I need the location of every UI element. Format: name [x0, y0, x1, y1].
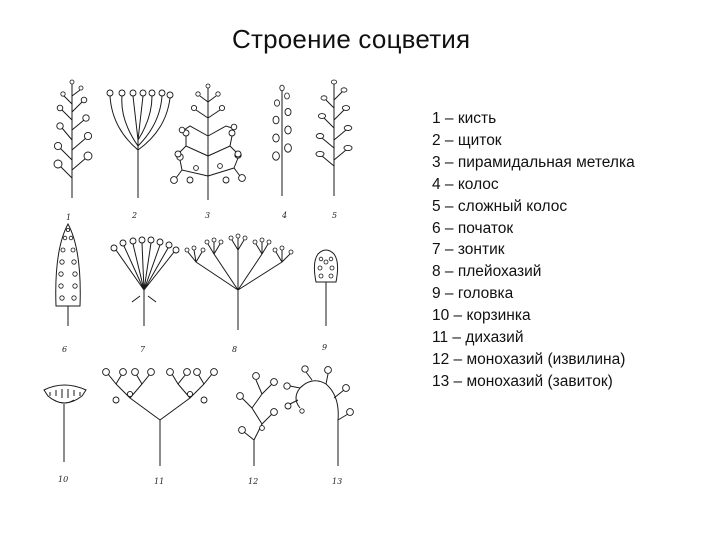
diagram-umbel — [111, 237, 179, 326]
diagram-monochasium-sinuous — [237, 373, 278, 466]
legend-item-1: 1 – кисть — [432, 110, 497, 127]
figure-number-6: 6 — [62, 345, 68, 354]
figure-number-4: 4 — [282, 211, 288, 220]
diagram-monochasium-helicoid — [284, 366, 354, 466]
diagram-pleiochasium — [185, 234, 293, 330]
diagram-corymb — [107, 90, 173, 198]
legend-item-11: 11 – дихазий — [432, 329, 524, 347]
figure-number-7: 7 — [140, 345, 146, 354]
diagram-head — [314, 250, 337, 326]
legend-item-4: 4 – колос — [432, 175, 499, 193]
figure-number-5: 5 — [332, 211, 338, 220]
diagram-panicle — [171, 84, 246, 200]
legend-item-7: 7 – зонтик — [432, 241, 505, 259]
figure-number-12: 12 — [248, 477, 259, 486]
figure-number-9: 9 — [322, 343, 328, 352]
diagram-compound-spike — [316, 80, 352, 196]
figure-number-10: 10 — [58, 475, 69, 484]
legend-item-8: 8 – плейохазий — [432, 263, 542, 281]
diagram-capitulum — [44, 385, 86, 462]
figure-number-1: 1 — [66, 213, 72, 222]
legend-item-5: 5 – сложный колос — [432, 197, 568, 215]
diagram-raceme — [54, 80, 92, 198]
diagram-spike — [273, 85, 292, 196]
diagram-spadix — [56, 224, 81, 326]
legend-item-13: 13 – монохазий (завиток) — [432, 372, 613, 390]
legend-list — [432, 108, 635, 393]
figure-number-11: 11 — [154, 477, 165, 486]
diagram-dichasium — [103, 369, 218, 466]
figure-number-13: 13 — [332, 477, 343, 486]
legend-item-10: 10 – корзинка — [432, 307, 531, 325]
figure-number-2: 2 — [132, 211, 138, 220]
legend-item-12: 12 – монохазий (извилина) — [432, 350, 626, 368]
legend-item-6: 6 – початок — [432, 219, 514, 237]
legend-item-9: 9 – головка — [432, 285, 514, 303]
figure-number-3: 3 — [205, 211, 211, 220]
figure-number-8: 8 — [232, 345, 238, 354]
legend-item-3: 3 – пирамидальная метелка — [432, 153, 635, 171]
slide-title: Строение соцветия — [232, 24, 471, 54]
legend-item-2: 2 – щиток — [432, 131, 502, 149]
